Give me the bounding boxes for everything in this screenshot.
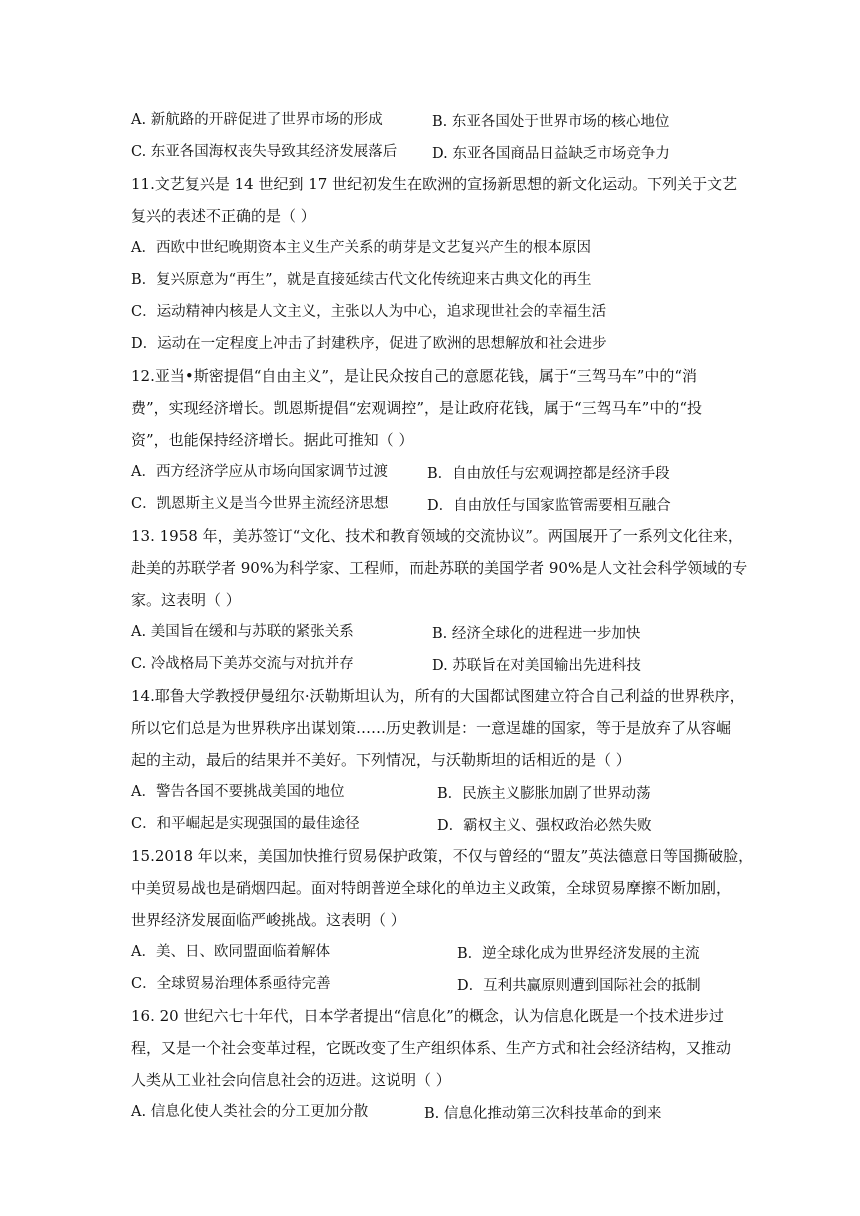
q12-option-d: D．自由放任与国家监管需要相互融合 xyxy=(427,498,671,514)
q14-stem-line-2: 所以它们总是为世界秩序出谋划策……历史教训是：一意逞雄的国家，等于是放弃了从容崛 xyxy=(131,719,732,737)
q13-option-b: B. 经济全球化的进程进一步加快 xyxy=(432,626,641,642)
q16-stem-line-3: 人类从工业社会向信息社会的迈进。这说明（ ） xyxy=(131,1071,451,1089)
q13-stem-line-3: 家。这表明（ ） xyxy=(131,591,241,609)
q11-option-a: A．西欧中世纪晚期资本主义生产关系的萌芽是文艺复兴产生的根本原因 xyxy=(131,240,591,256)
q12-option-a: A．西方经济学应从市场向国家调节过渡 xyxy=(131,464,388,480)
q13-stem-line-1: 13. 1958 年，美苏签订“文化、技术和教育领域的交流协议”。两国展开了一系列文化往来， xyxy=(131,527,743,545)
q15-option-a: A．美、日、欧同盟面临着解体 xyxy=(131,944,330,960)
q15-stem-line-3: 世界经济发展面临严峻挑战。这表明（ ） xyxy=(131,911,406,929)
q14-option-d: D．霸权主义、强权政治必然失败 xyxy=(437,818,652,834)
q10-option-d: D. 东亚各国商品日益缺乏市场竞争力 xyxy=(432,146,670,162)
q13-option-a: A. 美国旨在缓和与苏联的紧张关系 xyxy=(131,624,354,640)
q11-option-c: C．运动精神内核是人文主义，主张以人为中心，追求现世社会的幸福生活 xyxy=(131,304,607,320)
q16-option-a: A. 信息化使人类社会的分工更加分散 xyxy=(131,1104,369,1120)
q14-option-a: A．警告各国不要挑战美国的地位 xyxy=(131,784,345,800)
q15-stem-line-2: 中美贸易战也是硝烟四起。面对特朗普逆全球化的单边主义政策，全球贸易摩擦不断加剧， xyxy=(131,879,732,897)
q11-option-d: D．运动在一定程度上冲击了封建秩序，促进了欧洲的思想解放和社会进步 xyxy=(131,336,607,352)
q12-stem-line-2: 费”，实现经济增长。凯恩斯提倡“宏观调控”，是让政府花钱，属于“三驾马车”中的“投 xyxy=(131,399,703,417)
q12-option-c: C．凯恩斯主义是当今世界主流经济思想 xyxy=(131,496,389,512)
q12-stem-line-3: 资”，也能保持经济增长。据此可推知（ ） xyxy=(131,431,414,449)
q16-stem-line-1: 16. 20 世纪六七十年代，日本学者提出“信息化”的概念，认为信息化既是一个技术进步过 xyxy=(131,1007,724,1025)
q13-option-d: D. 苏联旨在对美国输出先进科技 xyxy=(432,658,641,674)
q10-option-c: C. 东亚各国海权丧失导致其经济发展落后 xyxy=(131,144,398,160)
q14-stem-line-3: 起的主动，最后的结果并不美好。下列情况，与沃勒斯坦的话相近的是（ ） xyxy=(131,751,631,769)
q16-stem-line-2: 程，又是一个社会变革过程，它既改变了生产组织体系、生产方式和社会经济结构，又推动 xyxy=(131,1039,732,1057)
q14-stem-line-1: 14.耶鲁大学教授伊曼纽尔·沃勒斯坦认为，所有的大国都试图建立符合自己利益的世界秩序， xyxy=(131,687,745,705)
q11-stem-line-1: 11.文艺复兴是 14 世纪到 17 世纪初发生在欧洲的宣扬新思想的新文化运动。下列关于文艺 xyxy=(131,175,738,193)
q15-option-b: B．逆全球化成为世界经济发展的主流 xyxy=(457,946,700,962)
q15-stem-line-1: 15.2018 年以来，美国加快推行贸易保护政策，不仅与曾经的“盟友”英法德意日等国撕破脸， xyxy=(131,847,754,865)
q15-option-c: C．全球贸易治理体系亟待完善 xyxy=(131,976,331,992)
q11-option-b: B．复兴原意为“再生”，就是直接延续古代文化传统迎来古典文化的再生 xyxy=(131,272,592,288)
q11-stem-line-2: 复兴的表述不正确的是（ ） xyxy=(131,207,316,225)
q10-option-b: B. 东亚各国处于世界市场的核心地位 xyxy=(432,114,670,130)
q13-option-c: C. 冷战格局下美苏交流与对抗并存 xyxy=(131,656,354,672)
q16-option-b: B. 信息化推动第三次科技革命的到来 xyxy=(424,1106,662,1122)
q12-option-b: B．自由放任与宏观调控都是经济手段 xyxy=(427,466,670,482)
q13-stem-line-2: 赴美的苏联学者 90%为科学家、工程师，而赴苏联的美国学者 90%是人文社会科学领域的专 xyxy=(131,559,748,577)
q15-option-d: D．互利共赢原则遭到国际社会的抵制 xyxy=(457,978,701,994)
q12-stem-line-1: 12.亚当•斯密提倡“自由主义”，是让民众按自己的意愿花钱，属于“三驾马车”中的“消 xyxy=(131,367,698,385)
q14-option-c: C．和平崛起是实现强国的最佳途径 xyxy=(131,816,360,832)
q14-option-b: B．民族主义膨胀加剧了世界动荡 xyxy=(437,786,651,802)
q10-option-a: A. 新航路的开辟促进了世界市场的形成 xyxy=(131,112,383,128)
